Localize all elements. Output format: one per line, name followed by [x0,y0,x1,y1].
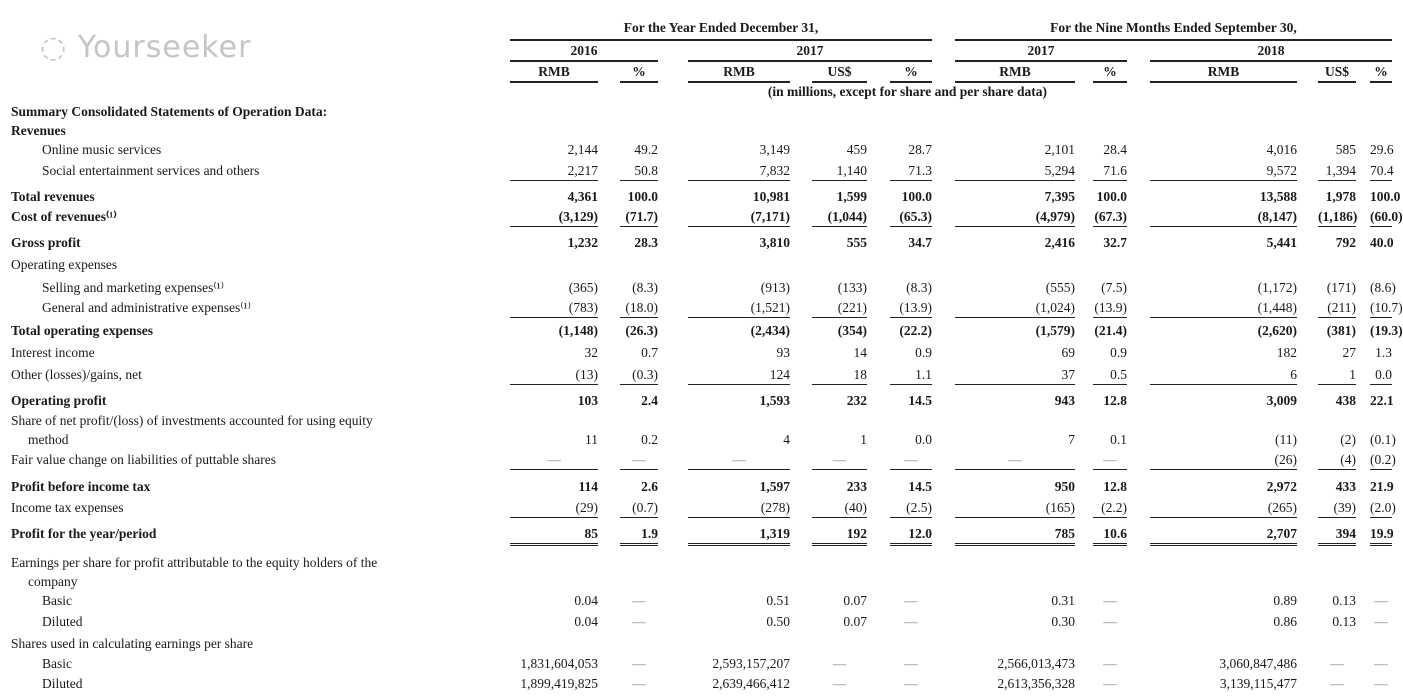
table-cell: (171) [1326,280,1356,295]
table-cell: 0.50 [766,614,790,629]
table-cell: — [1103,614,1117,629]
table-cell: 459 [846,142,867,157]
currency-header: % [1103,64,1117,79]
table-cell: 438 [1335,393,1356,408]
divider [1093,81,1127,83]
table-cell: 27 [1342,345,1356,360]
row-label: Profit before income tax [11,479,151,494]
table-cell: 6 [1150,367,1297,385]
table-cell: 0.31 [1051,593,1075,608]
table-cell: (1,186) [1318,209,1356,227]
divider [890,81,932,83]
row-label: Other (losses)/gains, net [11,367,142,382]
table-cell: — [632,593,646,608]
table-cell: 10,981 [752,189,790,204]
table-cell: (19.3) [1370,323,1403,338]
table-cell: — [1374,676,1388,691]
table-cell: 1,899,419,825 [520,676,598,691]
table-cell: 34.7 [908,235,932,250]
table-cell: 14.5 [908,479,932,494]
table-cell: (381) [1326,323,1356,338]
row-label: Fair value change on liabilities of puttable shares [11,452,277,467]
table-cell: 18 [812,367,867,385]
table-cell: 1.1 [890,367,932,385]
table-cell: 0.9 [1110,345,1127,360]
row-label: Interest income [11,345,95,360]
row-label: Summary Consolidated Statements of Operation Data: [11,104,328,119]
divider [620,81,658,83]
table-cell: (2,620) [1257,323,1297,338]
table-cell: 114 [578,479,598,494]
row-label: Profit for the year/period [11,526,157,541]
table-cell: (8.6) [1370,280,1396,295]
table-cell: 3,060,847,486 [1219,656,1297,671]
table-cell: 93 [776,345,790,360]
watermark-logo: ◌ Yourseeker [40,30,252,65]
table-cell: 4,361 [567,189,598,204]
table-cell: (65.3) [890,209,932,227]
table-cell: (555) [1045,280,1075,295]
table-cell: 5,441 [1266,235,1297,250]
table-cell: 0.30 [1051,614,1075,629]
currency-header: US$ [1324,64,1349,79]
table-cell: — [955,452,1075,470]
table-cell: 182 [1276,345,1297,360]
divider [955,60,1127,62]
year-header: 2017 [796,43,824,58]
table-cell: 4,016 [1266,142,1297,157]
divider [955,81,1075,83]
table-cell: 0.5 [1093,367,1127,385]
table-cell: — [904,656,918,671]
table-cell: — [1374,593,1388,608]
table-cell: 32 [584,345,598,360]
table-cell: 792 [1335,235,1356,250]
row-label: Cost of revenues⁽¹⁾ [11,209,117,224]
year-header: 2017 [1027,43,1055,58]
row-label: Diluted [42,614,83,629]
table-cell: 2,217 [510,163,598,181]
table-cell: 100.0 [1096,189,1127,204]
row-label: Operating expenses [11,257,118,272]
table-cell: 394 [1318,526,1356,546]
table-cell: 1,597 [759,479,790,494]
currency-header: RMB [1207,64,1240,79]
table-cell: 0.04 [574,614,598,629]
table-cell: 1 [860,432,867,447]
table-cell: — [1103,593,1117,608]
table-cell: (0.2) [1370,452,1392,470]
table-cell: 14.5 [908,393,932,408]
table-cell: 10.6 [1093,526,1127,546]
table-cell: 100.0 [901,189,932,204]
table-cell: 3,139,115,477 [1219,676,1297,691]
table-cell: 3,810 [759,235,790,250]
table-cell: 7,395 [1044,189,1075,204]
table-cell: (21.4) [1094,323,1127,338]
table-cell: (0.3) [620,367,658,385]
table-cell: — [832,676,847,691]
table-cell: 14 [853,345,867,360]
table-cell: 2,101 [1044,142,1075,157]
table-cell: — [890,452,932,470]
table-cell: (133) [837,280,867,295]
table-cell: (221) [812,300,867,318]
table-cell: (3,129) [510,209,598,227]
table-cell: — [832,656,847,671]
table-cell: 232 [846,393,867,408]
table-cell: 69 [1061,345,1075,360]
table-cell: 71.3 [890,163,932,181]
table-cell: 100.0 [627,189,658,204]
table-cell: (783) [510,300,598,318]
table-cell: (1,579) [1035,323,1075,338]
divider [955,39,1392,41]
table-cell: 0.0 [915,432,932,447]
row-label-continued: method [28,432,69,447]
table-cell: 0.07 [843,614,867,629]
divider [510,81,598,83]
table-cell: — [688,452,790,470]
table-cell: (10.7) [1370,300,1392,318]
watermark-text: Yourseeker [77,30,252,65]
table-cell: 1,232 [567,235,598,250]
table-cell: 2.4 [641,393,658,408]
row-label: Earnings per share for profit attributable to the equity holders of the [11,555,378,570]
table-cell: (278) [688,500,790,518]
table-cell: 2,639,466,412 [712,676,790,691]
row-label: Share of net profit/(loss) of investments accounted for using equity [11,413,373,428]
divider [510,60,658,62]
table-cell: (29) [510,500,598,518]
table-cell: 1 [1318,367,1356,385]
table-cell: 0.1 [1110,432,1127,447]
table-cell: (8,147) [1150,209,1297,227]
table-cell: 0.51 [766,593,790,608]
table-cell: 7,832 [688,163,790,181]
table-cell: (40) [812,500,867,518]
table-cell: — [1103,676,1117,691]
currency-header: % [632,64,646,79]
table-cell: 19.9 [1370,526,1392,546]
table-cell: 71.6 [1093,163,1127,181]
table-cell: 21.9 [1370,479,1394,494]
table-cell: 29.6 [1370,142,1394,157]
table-cell: 2,144 [567,142,598,157]
divider [510,39,932,41]
table-cell: 124 [688,367,790,385]
divider [688,81,790,83]
table-cell: 70.4 [1370,163,1392,181]
table-cell: 0.89 [1273,593,1297,608]
table-cell: — [1374,614,1388,629]
table-cell: (2.5) [890,500,932,518]
table-cell: 3,149 [759,142,790,157]
table-cell: 12.8 [1103,479,1127,494]
table-cell: 0.0 [1370,367,1392,385]
currency-header: RMB [723,64,755,79]
table-cell: 2.6 [641,479,658,494]
table-cell: 0.13 [1332,593,1356,608]
table-cell: — [632,656,646,671]
table-cell: — [1103,656,1117,671]
table-cell: 7 [1068,432,1075,447]
table-cell: — [632,676,646,691]
table-cell: — [1330,656,1344,671]
table-cell: 3,009 [1266,393,1297,408]
table-cell: 1,319 [688,526,790,546]
table-cell: (2) [1340,432,1356,447]
table-cell: (2.0) [1370,500,1392,518]
table-cell: (2.2) [1093,500,1127,518]
table-cell: 0.07 [843,593,867,608]
table-cell: 22.1 [1370,393,1394,408]
table-cell: (22.2) [899,323,932,338]
table-cell: — [1330,676,1344,691]
divider [1150,81,1297,83]
table-cell: (1,024) [955,300,1075,318]
year-header: 2018 [1257,43,1285,58]
row-label: Total revenues [11,189,95,204]
table-cell: 0.2 [641,432,658,447]
table-cell: 28.3 [634,235,658,250]
table-cell: (265) [1150,500,1297,518]
table-cell: 0.04 [574,593,598,608]
currency-header: US$ [827,64,852,79]
table-cell: — [904,614,918,629]
table-cell: 28.7 [908,142,932,157]
table-cell: 1,394 [1318,163,1356,181]
table-cell: 49.2 [634,142,658,157]
row-label: Diluted [42,676,83,691]
table-cell: 585 [1335,142,1356,157]
currency-header: RMB [999,64,1031,79]
table-cell: (26.3) [625,323,658,338]
table-cell: (1,448) [1150,300,1297,318]
table-cell: 1.3 [1375,345,1392,360]
row-label: Basic [42,656,72,671]
divider [688,60,932,62]
table-cell: 1,599 [836,189,867,204]
row-label: Total operating expenses [11,323,154,338]
table-cell: 233 [846,479,867,494]
table-cell: 2,566,013,473 [997,656,1075,671]
table-cell: 2,972 [1266,479,1297,494]
table-cell: 32.7 [1103,235,1127,250]
table-cell: (1,044) [812,209,867,227]
table-cell: (67.3) [1093,209,1127,227]
table-cell: 11 [585,432,598,447]
table-cell: 0.7 [641,345,658,360]
table-cell: (8.3) [632,280,658,295]
divider [1150,60,1392,62]
row-label: Gross profit [11,235,81,250]
table-cell: 50.8 [620,163,658,181]
year-header: 2016 [570,43,598,58]
table-cell: 0.9 [915,345,932,360]
table-cell: (11) [1275,432,1297,447]
table-cell: — [510,452,598,470]
table-cell: 100.0 [1370,189,1401,204]
table-cell: 28.4 [1103,142,1127,157]
table-cell: 2,613,356,328 [997,676,1075,691]
table-cell: 943 [1054,393,1075,408]
table-cell: (0.1) [1370,432,1396,447]
table-cell: (8.3) [906,280,932,295]
row-label: Selling and marketing expenses⁽¹⁾ [42,280,225,295]
table-cell: (913) [760,280,790,295]
table-cell: (4) [1318,452,1356,470]
table-cell: — [1093,452,1127,470]
table-cell: 0.86 [1273,614,1297,629]
table-cell: 555 [846,235,867,250]
row-label: Operating profit [11,393,107,408]
table-cell: 1.9 [620,526,658,546]
table-cell: (71.7) [620,209,658,227]
row-label: Basic [42,593,72,608]
table-cell: (1,521) [688,300,790,318]
table-cell: (1,148) [558,323,598,338]
row-label: Social entertainment services and others [42,163,260,178]
table-cell: (4,979) [955,209,1075,227]
units-note: (in millions, except for share and per share data) [767,84,1048,99]
table-cell: (211) [1318,300,1356,318]
group-header-year: For the Year Ended December 31, [623,20,819,35]
table-cell: 1,140 [812,163,867,181]
table-cell: 950 [1054,479,1075,494]
row-label-continued: company [28,574,78,589]
table-cell: (0.7) [620,500,658,518]
table-cell: (354) [837,323,867,338]
table-cell: — [1374,656,1388,671]
table-cell: — [904,593,918,608]
currency-header: % [1374,64,1388,79]
table-cell: (7.5) [1101,280,1127,295]
divider [812,81,867,83]
table-cell: (18.0) [620,300,658,318]
currency-header: RMB [538,64,570,79]
row-label: Income tax expenses [11,500,124,515]
table-cell: (7,171) [688,209,790,227]
table-cell: (1,172) [1257,280,1297,295]
table-cell: 0.13 [1332,614,1356,629]
table-cell: 37 [955,367,1075,385]
row-label: Shares used in calculating earnings per share [11,636,254,651]
table-cell: (13) [510,367,598,385]
table-cell: — [812,452,867,470]
table-cell: — [620,452,658,470]
table-cell: 13,588 [1259,189,1297,204]
table-cell: 2,416 [1044,235,1075,250]
currency-header: % [904,64,918,79]
table-cell: (13.9) [890,300,932,318]
table-cell: 433 [1335,479,1356,494]
table-cell: 12.8 [1103,393,1127,408]
table-cell: 192 [812,526,867,546]
table-cell: 103 [577,393,598,408]
table-cell: 1,978 [1325,189,1356,204]
group-header-nine-months: For the Nine Months Ended September 30, [1050,20,1297,35]
table-cell: (13.9) [1093,300,1127,318]
table-cell: (39) [1318,500,1356,518]
table-cell: 2,593,157,207 [712,656,790,671]
table-cell: 5,294 [955,163,1075,181]
table-cell: 9,572 [1150,163,1297,181]
table-cell: 1,831,604,053 [520,656,598,671]
table-cell: — [904,676,918,691]
divider [1370,81,1392,83]
row-label: Online music services [42,142,162,157]
table-cell: 785 [955,526,1075,546]
table-cell: (365) [568,280,598,295]
table-cell: 40.0 [1370,235,1394,250]
table-cell: 4 [783,432,790,447]
table-cell: 2,707 [1150,526,1297,546]
divider [1318,81,1356,83]
table-cell: 12.0 [890,526,932,546]
table-cell: 85 [510,526,598,546]
table-cell: 1,593 [759,393,790,408]
table-cell: — [632,614,646,629]
table-cell: (60.0) [1370,209,1392,227]
table-cell: (26) [1150,452,1297,470]
table-cell: (2,434) [750,323,790,338]
row-label: Revenues [11,123,66,138]
row-label: General and administrative expenses⁽¹⁾ [42,300,251,315]
table-cell: (165) [955,500,1075,518]
